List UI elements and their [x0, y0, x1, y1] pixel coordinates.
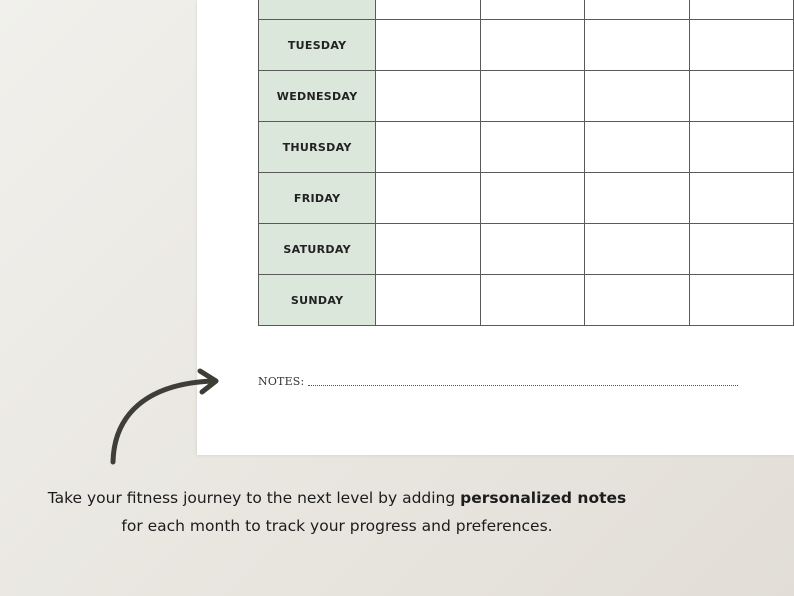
planner-cell[interactable]: [480, 122, 584, 173]
planner-cell[interactable]: [376, 122, 480, 173]
day-label-friday: FRIDAY: [259, 173, 376, 224]
planner-cell[interactable]: [376, 224, 480, 275]
planner-cell[interactable]: [689, 224, 793, 275]
notes-line[interactable]: [308, 385, 738, 386]
table-row: [259, 0, 794, 20]
caption-line-1-text: Take your fitness journey to the next level by adding: [47, 489, 461, 507]
planner-cell[interactable]: [480, 71, 584, 122]
caption-line-1: [20, 484, 654, 512]
table-row: [259, 71, 794, 122]
table-row: [259, 122, 794, 173]
caption-line-2: for each month to track your progress and preferences.: [121, 517, 553, 535]
planner-cell[interactable]: [376, 20, 480, 71]
day-label-sunday: SUNDAY: [259, 275, 376, 326]
planner-cell[interactable]: [689, 0, 793, 20]
curved-arrow-icon: [100, 366, 230, 471]
table-row: [259, 20, 794, 71]
day-label-wednesday: WEDNESDAY: [259, 71, 376, 122]
day-label-thursday: THURSDAY: [259, 122, 376, 173]
planner-cell[interactable]: [689, 71, 793, 122]
planner-cell[interactable]: [585, 173, 689, 224]
planner-cell[interactable]: [585, 275, 689, 326]
planner-cell[interactable]: [689, 275, 793, 326]
planner-cell[interactable]: [376, 173, 480, 224]
table-row: [259, 173, 794, 224]
table-row: [259, 275, 794, 326]
planner-cell[interactable]: [480, 173, 584, 224]
planner-cell[interactable]: [585, 224, 689, 275]
planner-cell[interactable]: [689, 20, 793, 71]
planner-cell[interactable]: [585, 20, 689, 71]
planner-cell[interactable]: [480, 20, 584, 71]
planner-cell[interactable]: [376, 0, 480, 20]
planner-cell[interactable]: [689, 173, 793, 224]
planner-cell[interactable]: [480, 0, 584, 20]
planner-cell[interactable]: [585, 0, 689, 20]
caption: [20, 484, 654, 540]
day-label-saturday: SATURDAY: [259, 224, 376, 275]
day-label: [259, 0, 376, 20]
planner-cell[interactable]: [689, 122, 793, 173]
notes-label: NOTES:: [258, 375, 305, 388]
weekly-planner-table: [258, 0, 794, 326]
planner-cell[interactable]: [585, 71, 689, 122]
planner-cell[interactable]: [376, 71, 480, 122]
table-row: [259, 224, 794, 275]
notes-field[interactable]: [258, 376, 738, 388]
planner-cell[interactable]: [480, 224, 584, 275]
planner-cell[interactable]: [585, 122, 689, 173]
planner-cell[interactable]: [480, 275, 584, 326]
planner-cell[interactable]: [376, 275, 480, 326]
caption-highlight: personalized notes: [460, 489, 627, 507]
day-label-tuesday: TUESDAY: [259, 20, 376, 71]
